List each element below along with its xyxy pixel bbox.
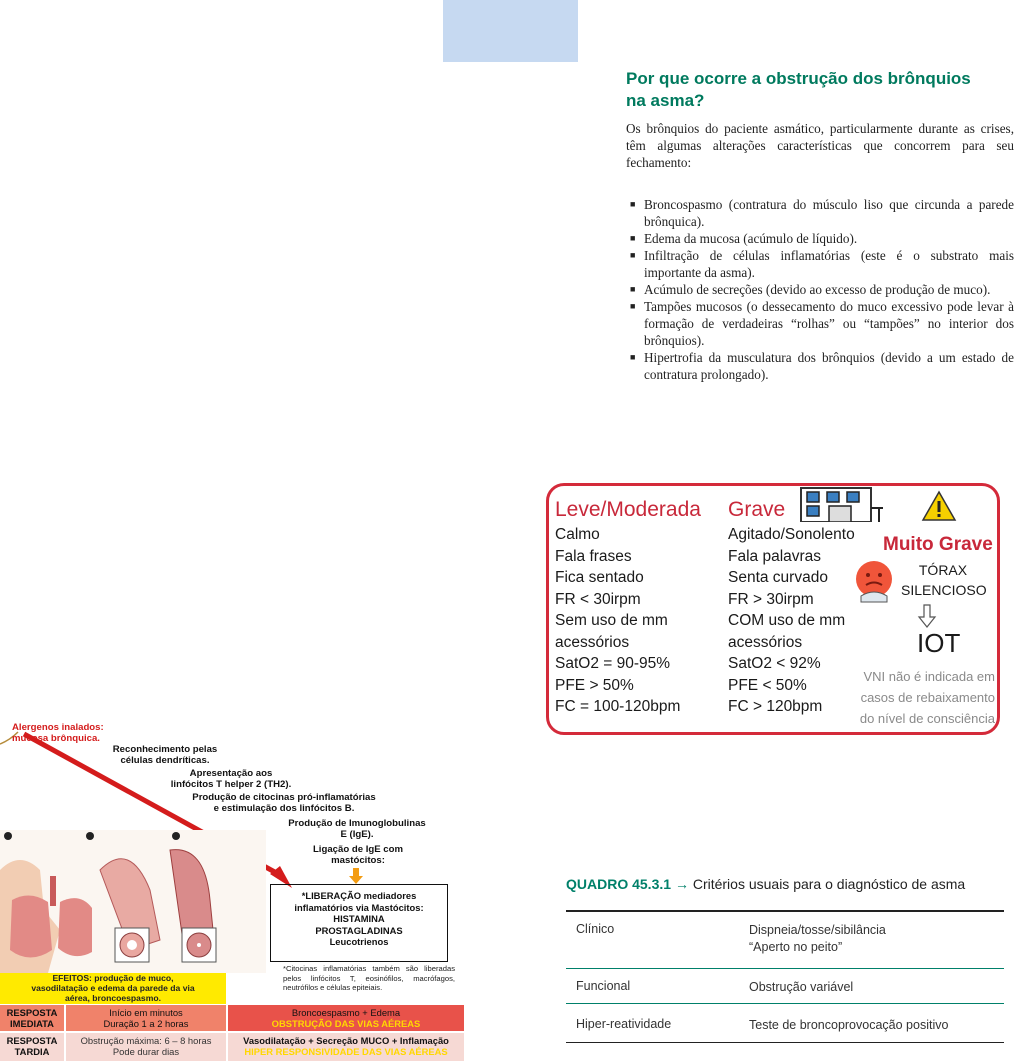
bullet-icon: ■ bbox=[630, 284, 636, 294]
bullet-icon: ■ bbox=[630, 301, 636, 311]
severe-heading: Grave bbox=[728, 498, 786, 521]
row-label: Hiper-reatividade bbox=[576, 1017, 672, 1031]
list-item: ■ Edema da mucosa (acúmulo de líquido). bbox=[630, 231, 858, 246]
mild-moderate-column bbox=[555, 496, 701, 718]
cascade-step: Reconhecimento pelas células dendríticas. bbox=[112, 744, 218, 766]
criterion: SatO2 < 92% bbox=[728, 655, 821, 672]
mediators-box: *LIBERAÇÃO mediadores inflamatórios via Mastócitos: HISTAMINA PROSTAGLADINAS Leucotrienos bbox=[270, 884, 448, 962]
table-row bbox=[566, 969, 1004, 1004]
criterion: PFE > 50% bbox=[555, 676, 634, 694]
cytokines-note: *Citocinas inflamatórias também são liberadas pelos linfócitos T, eosinófilos, macrófagos, neutrófilos e células epiteiais. bbox=[283, 964, 455, 992]
phase-effect: Broncoespasmo + Edema OBSTRUÇÃO DAS VIAS AÉREAS bbox=[228, 1005, 464, 1031]
phase-effect: Vasodilatação + Secreção MUCO + Inflamação HIPER RESPONSIVIDADE DAS VIAS AÉREAS bbox=[228, 1033, 464, 1061]
bullet-icon: ■ bbox=[630, 352, 636, 362]
late-response-row bbox=[0, 1033, 464, 1061]
list-item: ■ Tampões mucosos (o dessecamento do muco excessivo pode levar à formação de verdadeiras “rolhas” ou “tampões” no interior dos brônquios). bbox=[630, 299, 1014, 348]
criterion: FC = 100-120bpm bbox=[555, 698, 681, 715]
asthma-severity-card bbox=[546, 483, 1000, 735]
table-title: Critérios usuais para o diagnóstico de asma bbox=[692, 876, 966, 892]
mild-moderate-heading: Leve/Moderada bbox=[555, 498, 701, 521]
criterion: Fala palavras bbox=[728, 547, 822, 565]
row-value: Obstrução variável bbox=[749, 980, 854, 994]
silent-chest-face-icon bbox=[851, 558, 897, 604]
row-label: Funcional bbox=[576, 979, 631, 993]
cascade-step: Ligação de IgE com mastócitos: bbox=[312, 844, 404, 866]
severe-column bbox=[728, 496, 855, 718]
section-title: Por que ocorre a obstrução dos brônquios na asma? bbox=[626, 69, 971, 110]
criterion: Fala frases bbox=[555, 547, 632, 565]
silent-chest-label: TÓRAX SILENCIOSO bbox=[901, 562, 987, 598]
header-color-block bbox=[443, 0, 578, 62]
effects-box: EFEITOS: produção de muco, vasodilatação e edema da parede da via aérea, broncoespasmo. bbox=[0, 973, 226, 1004]
criterion: Fica sentado bbox=[555, 569, 644, 586]
phase-time: Início em minutos Duração 1 a 2 horas bbox=[66, 1005, 226, 1031]
criterion: COM uso de mm bbox=[728, 612, 846, 629]
allergen-label: Alergenos inalados: mucosa brônquica. bbox=[12, 722, 104, 744]
phase-time: Obstrução máxima: 6 – 8 horas Pode durar dias bbox=[66, 1033, 226, 1061]
list-item: ■ Infiltração de células inflamatórias (este é o substrato mais importante da asma). bbox=[630, 248, 1014, 280]
criterion: FR < 30irpm bbox=[555, 590, 641, 608]
section-intro: Os brônquios do paciente asmático, particularmente durante as crises, têm algumas alterações características que concorrem para seu fechamento: bbox=[626, 121, 1014, 170]
very-severe-heading: Muito Grave bbox=[883, 534, 993, 555]
obstruction-causes-list bbox=[626, 190, 1014, 383]
criterion: FR > 30irpm bbox=[728, 590, 814, 608]
bullet-icon: ■ bbox=[630, 233, 636, 243]
criterion: FC > 120bpm bbox=[728, 698, 823, 715]
airway-illustration-icon bbox=[0, 830, 266, 973]
list-item: ■ Hipertrofia da musculatura dos brônquios (devido a um estado de contratura prolongado). bbox=[630, 350, 1014, 382]
hospital-icon bbox=[799, 486, 883, 522]
list-item: ■ Acúmulo de secreções (devido ao excesso de produção de muco). bbox=[630, 282, 991, 297]
table-caption bbox=[566, 876, 965, 892]
down-arrow-icon bbox=[917, 604, 937, 628]
row-value: Teste de broncoprovocação positivo bbox=[749, 1018, 949, 1032]
row-label: Clínico bbox=[576, 922, 615, 936]
phase-label: RESPOSTA TARDIA bbox=[0, 1033, 64, 1061]
phase-label: RESPOSTA IMEDIATA bbox=[0, 1005, 64, 1031]
row-value: Dispneia/tosse/sibilância “Aperto no peito” bbox=[749, 923, 886, 954]
criterion: PFE < 50% bbox=[728, 676, 807, 694]
bullet-icon: ■ bbox=[630, 250, 636, 260]
bullet-icon: ■ bbox=[630, 199, 636, 209]
criterion: acessórios bbox=[728, 633, 803, 651]
cascade-step: Produção de citocinas pró-inflamatórias e estimulação dos linfócitos B. bbox=[192, 792, 376, 814]
list-item: ■ Broncospasmo (contratura do músculo liso que circunda a parede brônquica). bbox=[630, 197, 1014, 229]
criterion: Senta curvado bbox=[728, 569, 828, 586]
criterion: Sem uso de mm bbox=[555, 612, 668, 629]
criterion: Calmo bbox=[555, 526, 600, 543]
asthma-pathophysiology-figure bbox=[0, 718, 464, 1063]
criterion: Agitado/Sonolento bbox=[728, 526, 855, 543]
intubation-label: IOT bbox=[917, 628, 961, 658]
arrow-icon: → bbox=[674, 876, 689, 892]
down-arrow-icon bbox=[349, 868, 363, 884]
table-number: QUADRO 45.3.1 bbox=[566, 876, 672, 892]
cascade-step: Apresentação aos linfócitos T helper 2 (TH2). bbox=[170, 768, 292, 790]
table-row bbox=[566, 912, 1004, 969]
nivt-note: VNI não é indicada em casos de rebaixamento do nível de consciência bbox=[859, 669, 995, 726]
warning-icon bbox=[921, 490, 957, 522]
immediate-response-row bbox=[0, 1005, 464, 1031]
criterion: SatO2 = 90-95% bbox=[555, 655, 671, 672]
cascade-step: Produção de Imunoglobulinas E (IgE). bbox=[288, 818, 426, 840]
table-row bbox=[566, 1004, 1004, 1043]
criterion: acessórios bbox=[555, 633, 630, 651]
